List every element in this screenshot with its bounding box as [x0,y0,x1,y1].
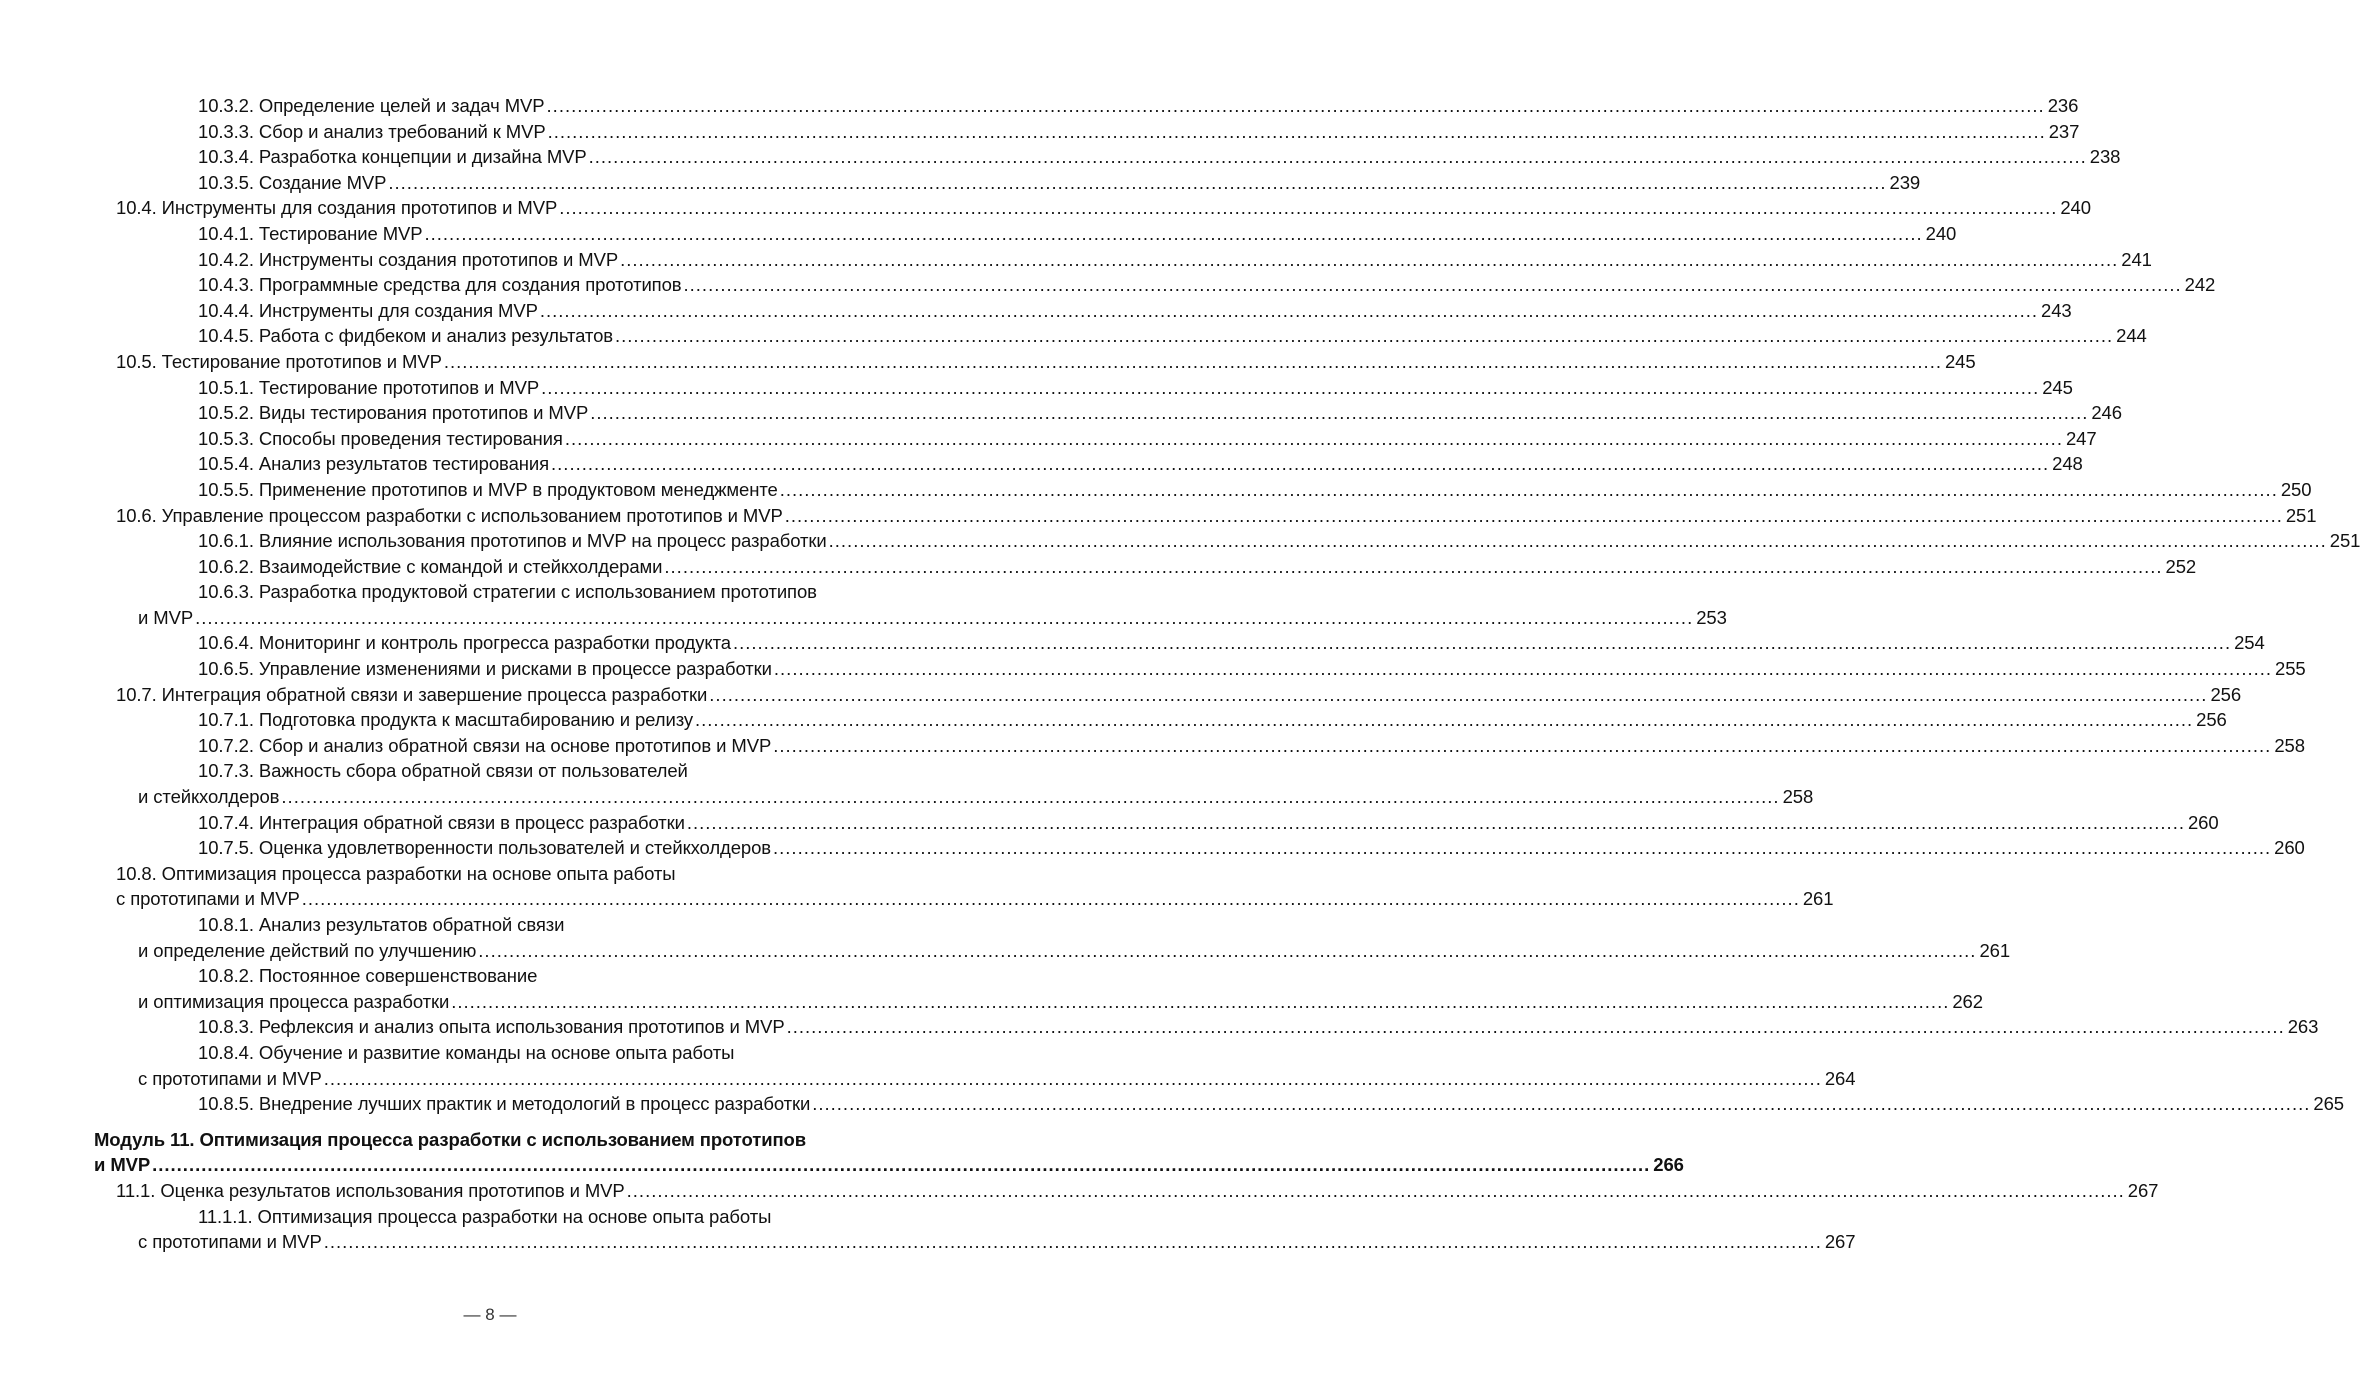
dot-leader [388,170,1886,196]
toc-page-number: 240 [1925,222,1957,244]
toc-entry-title: 10.3.2. Определение целей и задач MVP [198,95,545,116]
dot-leader [774,656,2272,682]
dot-leader [548,119,2046,145]
toc-page-number: 260 [2274,837,2305,859]
toc-entry-title-cont: и оптимизация процесса разработки [138,990,450,1012]
toc-page-number: 243 [2041,299,2072,321]
toc-entry-continuation[interactable] [94,1152,1684,1178]
toc-page-number: 247 [2065,427,2097,449]
dot-leader [773,835,2271,861]
toc-page-number: 263 [2287,1016,2319,1038]
toc-entry[interactable] [94,272,2216,298]
toc-entry[interactable] [94,810,2219,836]
dot-leader [451,989,1949,1015]
toc-entry[interactable] [94,1178,2159,1204]
toc-page-number: 238 [2089,146,2121,168]
toc-entry-title-cont: с прототипами и MVP [116,888,300,910]
toc-page-number: 256 [2196,709,2227,731]
toc-entry[interactable] [94,144,2121,170]
dot-leader [565,426,2063,452]
toc-entry-title: 10.4.1. Тестирование MVP [198,222,423,244]
toc-entry-title: 10.8.5. Внедрение лучших практик и методологий в процесс разработки [198,1093,811,1115]
toc-entry-title: 10.5.3. Способы проведения тестирования [198,427,563,449]
toc-entry[interactable] [94,528,2360,554]
toc-entry-title: 10.6.2. Взаимодействие с командой и стейкхолдерами [198,555,663,577]
toc-entry[interactable] [94,1014,2319,1040]
toc-page-number: 264 [1824,1067,1856,1089]
toc-entry-title: 10.3.4. Разработка концепции и дизайна MVP [198,146,587,168]
toc-entry[interactable] [94,1204,886,1230]
toc-page-number: 267 [1824,1231,1856,1253]
toc-page-number: 261 [1802,888,1834,910]
toc-page-number: 245 [1944,350,1976,372]
dot-leader [664,554,2162,580]
toc-entry[interactable] [94,375,2073,401]
toc-page-number: 251 [2285,504,2317,526]
toc-entry-title: 10.7.1. Подготовка продукта к масштабированию и релизу [198,709,694,731]
toc-entry[interactable] [94,400,2122,426]
toc-page-number: 240 [2060,197,2091,219]
toc-entry-title: 10.5.1. Тестирование прототипов и MVP [198,376,540,398]
toc-page-number: 239 [1889,171,1921,193]
toc-entry[interactable] [94,451,2083,477]
toc-entry[interactable] [94,579,886,605]
toc-page-number: 245 [2042,376,2073,398]
toc-entry[interactable] [94,119,2080,145]
toc-entry-title-cont: и MVP [138,606,194,628]
dot-leader [195,605,1693,631]
toc-entry-title: 10.3.3. Сбор и анализ требований к MVP [198,120,546,142]
toc-page-number: 252 [2165,555,2197,577]
dot-leader [709,682,2207,708]
toc-page-number: 262 [1952,990,1983,1012]
toc-entry[interactable] [94,426,2097,452]
toc-entry-title: 10.6.4. Мониторинг и контроль прогресса разработки продукта [198,632,731,654]
dot-leader [695,707,2193,733]
dot-leader [424,221,1922,247]
toc-entry-continuation[interactable] [94,1229,1856,1255]
toc-entry[interactable] [94,707,2227,733]
dot-leader [780,477,2278,503]
toc-entry-title: 10.8.2. Постоянное совершенствование [198,965,538,987]
toc-page-number: 248 [2052,453,2083,475]
toc-entry-title: 10.8. Оптимизация процесса разработки на основе опыта работы [116,862,676,884]
toc-entry-title: 10.6.3. Разработка продуктовой стратегии с использованием прототипов [198,581,817,603]
toc-entry[interactable] [94,1091,2344,1117]
dot-leader [627,1178,2125,1204]
toc-entry[interactable] [94,477,2312,503]
toc-page-number: 261 [1979,939,2011,961]
toc-entry-title: 10.5.4. Анализ результатов тестирования [198,453,550,475]
section-gap [94,1117,886,1127]
toc-entry[interactable] [94,349,1976,375]
dot-leader [551,451,2049,477]
toc-page-number: 266 [1653,1154,1684,1176]
dot-leader [281,784,1779,810]
toc-entry-title: Модуль 11. Оптимизация процесса разработки с использованием прототипов [94,1128,807,1150]
dot-leader [541,375,2039,401]
toc-entry-continuation[interactable] [94,886,1834,912]
toc-entry[interactable] [94,682,2242,708]
toc-entry-title-cont: с прототипами и MVP [138,1067,322,1089]
table-of-contents [94,93,2360,1255]
toc-entry-title: 10.8.4. Обучение и развитие команды на основе опыта работы [198,1041,735,1063]
toc-page-number: 254 [2234,632,2265,654]
toc-entry[interactable] [94,323,2147,349]
toc-entry-title: 10.6.5. Управление изменениями и рисками в процессе разработки [198,658,772,680]
toc-entry[interactable] [94,835,2305,861]
toc-entry-continuation[interactable] [94,989,1983,1015]
toc-entry[interactable] [94,170,1921,196]
toc-entry[interactable] [94,758,886,784]
toc-entry-continuation[interactable] [94,605,1727,631]
toc-entry-title-cont: с прототипами и MVP [138,1231,322,1253]
dot-leader [785,503,2283,529]
toc-page-number: 246 [2091,402,2122,424]
dot-leader [152,1152,1650,1178]
toc-page-number: 253 [1696,606,1727,628]
toc-entry-title: 11.1.1. Оптимизация процесса разработки на основе опыта работы [198,1205,772,1227]
dot-leader [589,144,2087,170]
toc-entry[interactable] [94,298,2072,324]
toc-page-number: 267 [2127,1179,2159,1201]
toc-entry[interactable] [94,247,2152,273]
dot-leader [444,349,1942,375]
toc-page-number: 258 [1782,786,1814,808]
toc-entry-title: 10.7. Интеграция обратной связи и завершение процесса разработки [116,683,708,705]
dot-leader [478,938,1976,964]
toc-entry-title-cont: и MVP [94,1154,151,1176]
toc-entry[interactable] [94,195,2091,221]
toc-entry[interactable] [94,733,2305,759]
toc-entry-title: 10.6. Управление процессом разработки с использованием прототипов и MVP [116,504,783,526]
toc-entry[interactable] [94,963,886,989]
toc-entry[interactable] [94,1040,886,1066]
dot-leader [615,323,2113,349]
toc-entry-title: 10.8.3. Рефлексия и анализ опыта использования прототипов и MVP [198,1016,785,1038]
toc-entry[interactable] [94,503,2317,529]
toc-entry[interactable] [94,861,886,887]
dot-leader [324,1229,1822,1255]
toc-page-number: 250 [2280,478,2312,500]
dot-leader [773,733,2271,759]
toc-entry-title: 10.7.5. Оценка удовлетворенности пользователей и стейкхолдеров [198,837,772,859]
dot-leader [812,1091,2310,1117]
toc-entry[interactable] [94,656,2306,682]
toc-page-number: 256 [2210,683,2242,705]
toc-page-number: 251 [2329,530,2360,552]
toc-entry[interactable] [94,554,2197,580]
toc-page-number: 258 [2274,734,2305,756]
toc-entry-title: 10.7.4. Интеграция обратной связи в процесс разработки [198,811,685,833]
toc-page-number: 236 [2047,95,2079,116]
toc-entry-title: 10.8.1. Анализ результатов обратной связи [198,914,565,935]
dot-leader [620,247,2118,273]
toc-entry-continuation[interactable] [94,1066,1856,1092]
toc-entry[interactable] [94,1127,886,1153]
toc-page-number: 242 [2184,274,2216,296]
toc-entry-title: 10.4.2. Инструменты создания прототипов и MVP [198,248,619,270]
toc-entry-title: 10.5. Тестирование прототипов и MVP [116,350,442,372]
dot-leader [829,528,2327,554]
toc-entry[interactable] [94,93,2079,119]
toc-page-number: 265 [2313,1093,2344,1115]
toc-entry-title: 11.1. Оценка результатов использования прототипов и MVP [116,1179,625,1201]
dot-leader [687,810,2185,836]
toc-page-number: 255 [2275,658,2306,680]
toc-entry-title: 10.7.3. Важность сбора обратной связи от пользователей [198,760,688,782]
toc-entry-title: 10.4. Инструменты для создания прототипов и MVP [116,197,558,219]
toc-entry-title: 10.3.5. Создание MVP [198,171,387,193]
toc-entry-title: 10.7.2. Сбор и анализ обратной связи на основе прототипов и MVP [198,734,772,756]
toc-entry-title: 10.4.3. Программные средства для создания прототипов [198,274,682,296]
toc-entry[interactable] [94,630,2265,656]
toc-page-number: 260 [2187,811,2219,833]
toc-entry-title: 10.5.5. Применение прототипов и MVP в продуктовом менеджменте [198,478,778,500]
toc-entry[interactable] [94,221,1957,247]
dot-leader [547,93,2045,119]
dot-leader [559,195,2057,221]
toc-page-number: 237 [2048,120,2080,142]
toc-entry-continuation[interactable] [94,938,2011,964]
toc-page-number: 244 [2116,325,2147,347]
toc-entry-title: 10.4.4. Инструменты для создания MVP [198,299,538,321]
toc-entry[interactable] [94,912,886,938]
dot-leader [733,630,2231,656]
toc-page-number: 241 [2121,248,2152,270]
dot-leader [324,1066,1822,1092]
dot-leader [540,298,2038,324]
toc-entry-title-cont: и определение действий по улучшению [138,939,477,961]
dot-leader [302,886,1800,912]
toc-entry-title: 10.5.2. Виды тестирования прототипов и MVP [198,402,589,424]
dot-leader [684,272,2182,298]
page-number: — 8 — [463,1305,517,1324]
toc-entry-title: 10.6.1. Влияние использования прототипов и MVP на процесс разработки [198,530,827,552]
toc-entry-title: 10.4.5. Работа с фидбеком и анализ результатов [198,325,613,347]
toc-entry-title-cont: и стейкхолдеров [138,786,280,808]
dot-leader [590,400,2088,426]
dot-leader [787,1014,2285,1040]
toc-entry-continuation[interactable] [94,784,1814,810]
